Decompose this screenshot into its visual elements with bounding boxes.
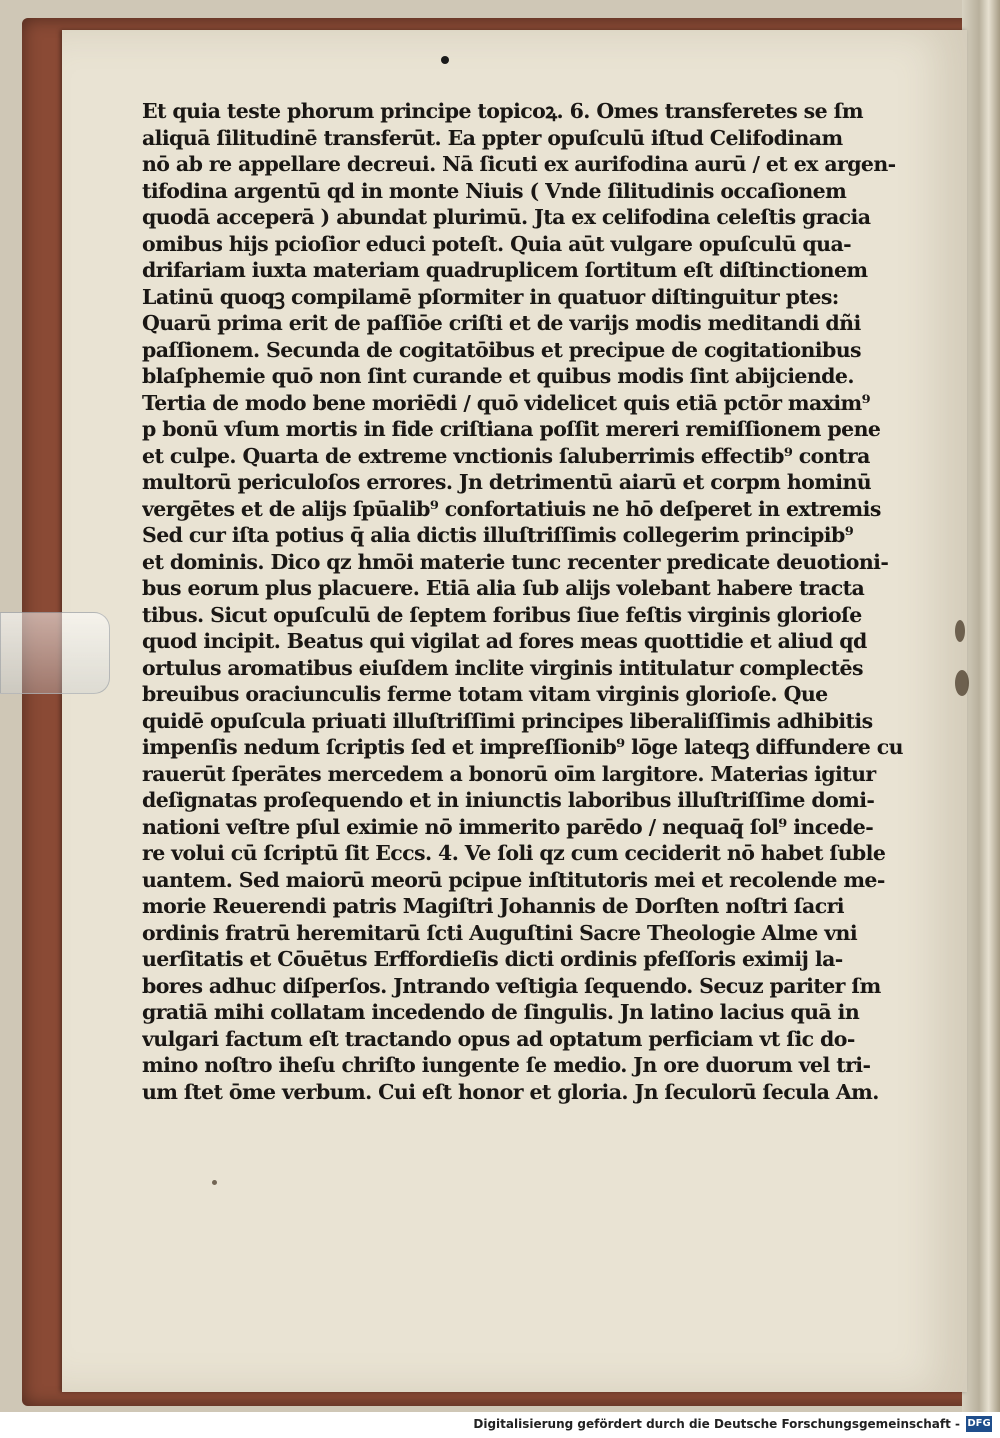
text-line: Quarū prima erit de paſſiōe criſti et de varijs modis meditandi dñi: [142, 311, 861, 335]
text-line: rauerūt ſperātes mercedem a bonorū oīm largitore. Materias igitur: [142, 761, 876, 786]
text-line: et culpe. Quarta de extreme vnctionis ſaluberrimis effectib⁹ contra: [142, 443, 870, 468]
text-line: mino noſtro iheſu chriſto iungente ſe medio. Jn ore duorum vel tri-: [142, 1053, 871, 1077]
text-line: drifariam iuxta materiam quadruplicem ſortitum eſt diſtinctionem: [142, 258, 868, 282]
text-line: Et quia teste phorum principe topicoꝝ. 6. Omes transferetes se ſm: [142, 99, 863, 123]
text-line: uerſitatis et Cōuētus Erffordieſis dicti ordinis pfeſſoris eximij la-: [142, 947, 843, 971]
text-line: nationi veſtre pſul eximie nō immerito parēdo / nequaq̄ ſol⁹ incede-: [142, 814, 874, 839]
text-line: re volui cū ſcriptū ſit Eccs. 4. Ve ſoli qz cum ceciderit nō habet ſuble: [142, 841, 886, 865]
text-line: nō ab re appellare decreui. Nā ſicuti ex aurifodina aurū / et ex argen-: [142, 152, 896, 176]
text-line: quidē opuſcula priuati illuſtriſſimi principes liberaliſſimis adhibitis: [142, 708, 873, 733]
dfg-logo: DFG: [966, 1416, 992, 1432]
text-line: vergētes et de alijs ſpūalib⁹ confortatiuis ne hō deſperet in extremis: [142, 496, 881, 521]
text-line: paſſionem. Secunda de cogitatōibus et precipue de cogitationibus: [142, 337, 861, 362]
page-clip: [0, 612, 110, 694]
text-line: um ſtet ōme verbum. Cui eſt honor et gloria. Jn ſeculorū ſecula Am.: [142, 1079, 879, 1104]
footer-credit: Digitalisierung gefördert durch die Deutsche Forschungsgemeinschaft -: [473, 1417, 960, 1431]
page-stain: [955, 670, 969, 696]
text-line: morie Reuerendi patris Magiſtri Johannis de Dorſten noſtri ſacri: [142, 894, 844, 918]
book-spine: [962, 0, 1000, 1412]
page-stain: [955, 620, 965, 642]
text-line: quod incipit. Beatus qui vigilat ad fores meas quottidie et aliud qd: [142, 629, 867, 653]
text-line: Tertia de modo bene moriēdi / quō videlicet quis etiā pctōr maxim⁹: [142, 390, 870, 415]
text-line: vulgari factum eſt tractando opus ad optatum perficiam vt ſic do-: [142, 1026, 855, 1051]
text-line: ortulus aromatibus eiuſdem inclite virginis intitulatur complectēs: [142, 655, 863, 680]
text-line: breuibus oraciunculis ferme totam vitam virginis glorioſe. Que: [142, 682, 828, 706]
text-line: Latinū quoqꝫ compilamē pſormiter in quatuor diſtinguitur ptes:: [142, 284, 839, 309]
text-line: p bonū vſum mortis in fide criſtiana poſſit mereri remiſſionem pene: [142, 417, 881, 441]
text-line: blaſphemie quō non ſint curande et quibus modis ſint abijciende.: [142, 364, 854, 388]
text-line: bores adhuc diſperſos. Jntrando veſtigia ſequendo. Secuz pariter ſm: [142, 973, 881, 998]
text-line: impenſis nedum ſcriptis ſed et impreſſionib⁹ lōge lateqꝫ diffundere cu: [142, 735, 903, 759]
text-line: deſignatas proſequendo et in iniunctis laboribus illuſtriſſime domi-: [142, 788, 875, 812]
text-line: gratiā mihi collatam incedendo de ſingulis. Jn latino lacius quā in: [142, 1000, 860, 1024]
text-line: omibus hijs pcioſior educi poteſt. Quia aūt vulgare opuſculū qua-: [142, 231, 852, 256]
text-line: uantem. Sed maiorū meorū pcipue inſtitutoris mei et recolende me-: [142, 867, 885, 892]
text-line: ordinis fratrū heremitarū ſcti Auguſtini Sacre Theologie Alme vni: [142, 920, 858, 945]
text-line: Sed cur iſta potius q̄ alia dictis illuſtriſſimis collegerim principib⁹: [142, 523, 854, 547]
text-line: et dominis. Dico qz hmōi materie tunc recenter predicate deuotioni-: [142, 549, 889, 574]
printed-text: [142, 98, 912, 1105]
text-line: tibus. Sicut opuſculū de ſeptem foribus ſiue feſtis virginis glorioſe: [142, 602, 862, 627]
text-line: aliquā ſilitudinē transferūt. Ea ppter opuſculū iſtud Celifodinam: [142, 125, 843, 150]
text-line: tifodina argentū qd in monte Niuis ( Vnde ſilitudinis occaſionem: [142, 178, 847, 203]
page-stain: [212, 1180, 217, 1185]
footer-bar: [0, 1412, 1000, 1438]
text-line: multorū periculoſos errores. Jn detrimentū aiarū et corpm hominū: [142, 470, 872, 494]
text-line: bus eorum plus placuere. Etiā alia ſub alijs volebant habere tracta: [142, 576, 865, 600]
text-line: quodā acceperā ) abundat plurimū. Jta ex celifodina celeſtis gracia: [142, 205, 871, 229]
page-ink-dot: [441, 56, 449, 64]
